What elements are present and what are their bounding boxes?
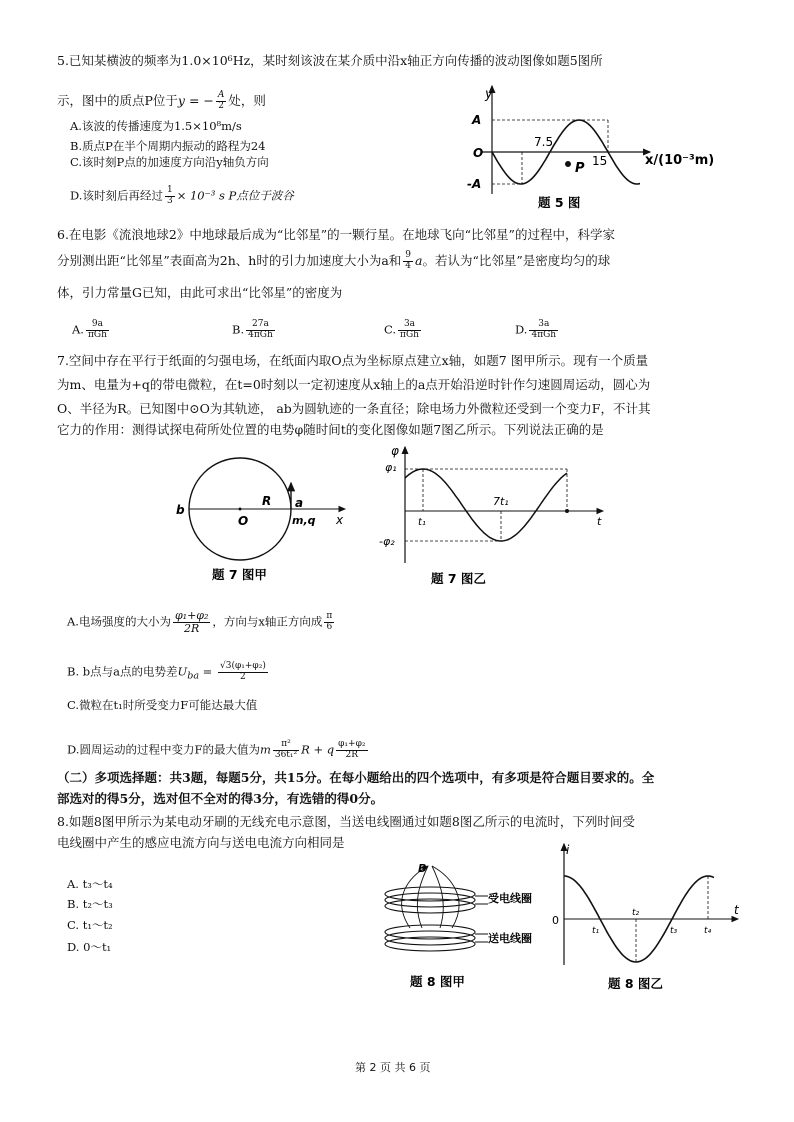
q7-line2: 为m、电量为+q的带电微粒，在t=0时刻以一定初速度从x轴上的a点开始沿逆时针作匀速圆周运动，圆心为: [57, 377, 651, 392]
q8-figa-caption: 题 8 图甲: [410, 974, 465, 989]
q8-fig-send-label: 送电线圈: [488, 932, 532, 945]
q5-fig-x-label: x/(10⁻³m): [645, 153, 715, 168]
q8-fig-o: 0: [552, 914, 559, 927]
q7-circle-figure: [170, 447, 360, 587]
q5-line2-frac: $\frac{A}{2}$: [217, 90, 225, 111]
q5-wave-figure: [460, 82, 720, 212]
q7-line4: 它力的作用：测得试探电荷所处位置的电势φ随时间t的变化图像如题7图乙所示。下列说法正确的是: [57, 422, 604, 437]
q8-line2: 电线圈中产生的感应电流方向与送电电流方向相同是: [57, 835, 345, 850]
q5-option-a: A.该波的传播速度为1.5×10⁸m/s: [70, 119, 242, 133]
q8-option-a: A. t₃～t₄: [67, 877, 113, 891]
q5-fig-caption: 题 5 图: [538, 195, 581, 210]
page-number: 第 2 页 共 6 页: [355, 1061, 431, 1074]
q6-option-d: D. $\frac{3a}{\text{4πGh}}$: [515, 319, 557, 340]
q8-option-d: D. 0～t₁: [67, 940, 112, 954]
q8-sending-coil: [385, 925, 488, 951]
q7-fig-r: R: [262, 494, 272, 508]
q5-fig-o-label: O: [473, 146, 484, 160]
q5-fig-p-label: P: [575, 161, 585, 176]
q7-figb-caption: 题 7 图乙: [431, 571, 486, 586]
q5-line2-tail: 处，则: [228, 92, 266, 108]
q8-option-b: B. t₂～t₃: [67, 897, 113, 911]
q7-line1: 7.空间中存在平行于纸面的匀强电场，在纸面内取O点为坐标原点建立x轴，如题7 图甲所示。现有一个质量: [57, 353, 649, 368]
q8-figb-caption: 题 8 图乙: [608, 976, 663, 991]
q7-potential-curve: [405, 469, 567, 541]
q8-fig-t: t: [734, 903, 739, 917]
q7-fig-mq: m,q: [292, 514, 316, 527]
q7-fig-a: a: [295, 496, 304, 510]
q6-option-c: C. $\frac{3a}{\text{πGh}}$: [384, 319, 419, 340]
q7-fig-phi1: φ₁: [385, 461, 397, 474]
q7-option-d: D.圆周运动的过程中变力F的最大值为m $\frac{\text{π²}}{\text{36t₁²}}$ R + q $\frac{\text{φ₁+φ₂}}{2R}$: [67, 739, 366, 760]
q6-line2: 分别测出距“比邻星”表面高为2h、h时的引力加速度大小为a和 $\frac{9}{4}$ a。若认为“比邻星”是密度均匀的球: [57, 250, 611, 271]
q5-fig-nega-label: -A: [467, 177, 482, 191]
q5-fig-tick-7-5: 7.5: [534, 135, 554, 149]
q5-line2: [57, 91, 266, 112]
q6-option-b: B. $\frac{27a}{\text{4πGh}}$: [232, 319, 273, 340]
q7-option-c: C.微粒在t₁时所受变力F可能达最大值: [67, 698, 258, 712]
q8-line1: 8.如题8图甲所示为某电动牙刷的无线充电示意图，当送电线圈通过如题8图乙所示的电流时，下列时间受: [57, 814, 635, 829]
q7-fig-o: O: [238, 514, 249, 528]
q8-coil-figure: [370, 858, 550, 993]
q5-option-c: C.该时刻P点的加速度方向沿y轴负方向: [70, 155, 269, 169]
q7-fig-phi: φ: [391, 444, 399, 458]
q7-fig-7t1: 7t₁: [493, 495, 509, 508]
q8-fig-t3: t₃: [670, 926, 678, 936]
q7-fig-x: x: [336, 513, 344, 527]
q8-fig-b: B: [418, 862, 427, 875]
q8-receiving-coil: [385, 887, 488, 913]
q5-line2-text: 示，图中的质点P位于: [57, 92, 178, 108]
q6-line1: 6.在电影《流浪地球2》中地球最后成为“比邻星”的一颗行星。在地球飞向“比邻星”的过程中，科学家: [57, 227, 615, 242]
q7-line3: O、半径为R。已知图中⊙O为其轨迹， ab为圆轨迹的一条直径；除电场力外微粒还受到一个变力F，不计其: [57, 401, 651, 416]
q5-option-d: D.该时刻后再经过 $\frac{1}{3}$ × 10⁻³ s P点位于波谷: [70, 185, 294, 206]
section2-line2: 部选对的得5分，选对但不全对的得3分，有选错的得0分。: [57, 791, 384, 806]
q5-fig-a-label: A: [472, 113, 482, 127]
section2-line1: （二）多项选择题：共3题，每题5分，共15分。在每小题给出的四个选项中，有多项是符合题目要求的。全: [57, 770, 655, 785]
q5-line2-eq: y = −: [177, 92, 214, 108]
q5-fig-y-label: y: [485, 87, 493, 102]
q8-fig-t2: t₂: [632, 908, 640, 918]
q7-potential-figure: [375, 443, 620, 588]
q7-figa-caption: 题 7 图甲: [212, 567, 267, 582]
q7-option-a: A.电场强度的大小为 $\frac{\text{φ₁+φ₂}}{2R}$ ，方向与x轴正方向成 $\frac{\pi}{6}$: [67, 609, 333, 636]
q5-option-b: B.质点P在半个周期内振动的路程为24: [70, 139, 266, 153]
q7-fig-t: t: [597, 515, 602, 528]
q5-fig-tick-15: 15: [592, 154, 608, 168]
q7-fig-b: b: [176, 503, 185, 517]
q6-line3: 体，引力常量G已知，由此可求出“比邻星”的密度为: [57, 285, 343, 300]
q8-current-figure: [548, 840, 748, 995]
q7-fig-t1: t₁: [418, 517, 426, 528]
q8-fig-t1: t₁: [592, 926, 600, 936]
q8-fig-recv-label: 受电线圈: [488, 892, 532, 905]
q8-option-c: C. t₁～t₂: [67, 918, 113, 932]
q8-fig-t4: t₄: [704, 926, 712, 936]
q8-fig-i: i: [566, 843, 570, 857]
q5-line1: 5.已知某横波的频率为1.0×10⁶Hz，某时刻该波在某介质中沿x轴正方向传播的波动图像如题5图所: [57, 53, 603, 68]
q5-point-p: [565, 161, 571, 167]
q6-option-a: A. $\frac{9a}{\text{πGh}}$: [72, 319, 107, 340]
q7-fig-negphi2: -φ₂: [379, 535, 395, 548]
q7-option-b: B. b点与a点的电势差$U_{ba}$ = $\frac{\text{√3(φ₁+φ₂)}}{2}$: [67, 661, 266, 682]
